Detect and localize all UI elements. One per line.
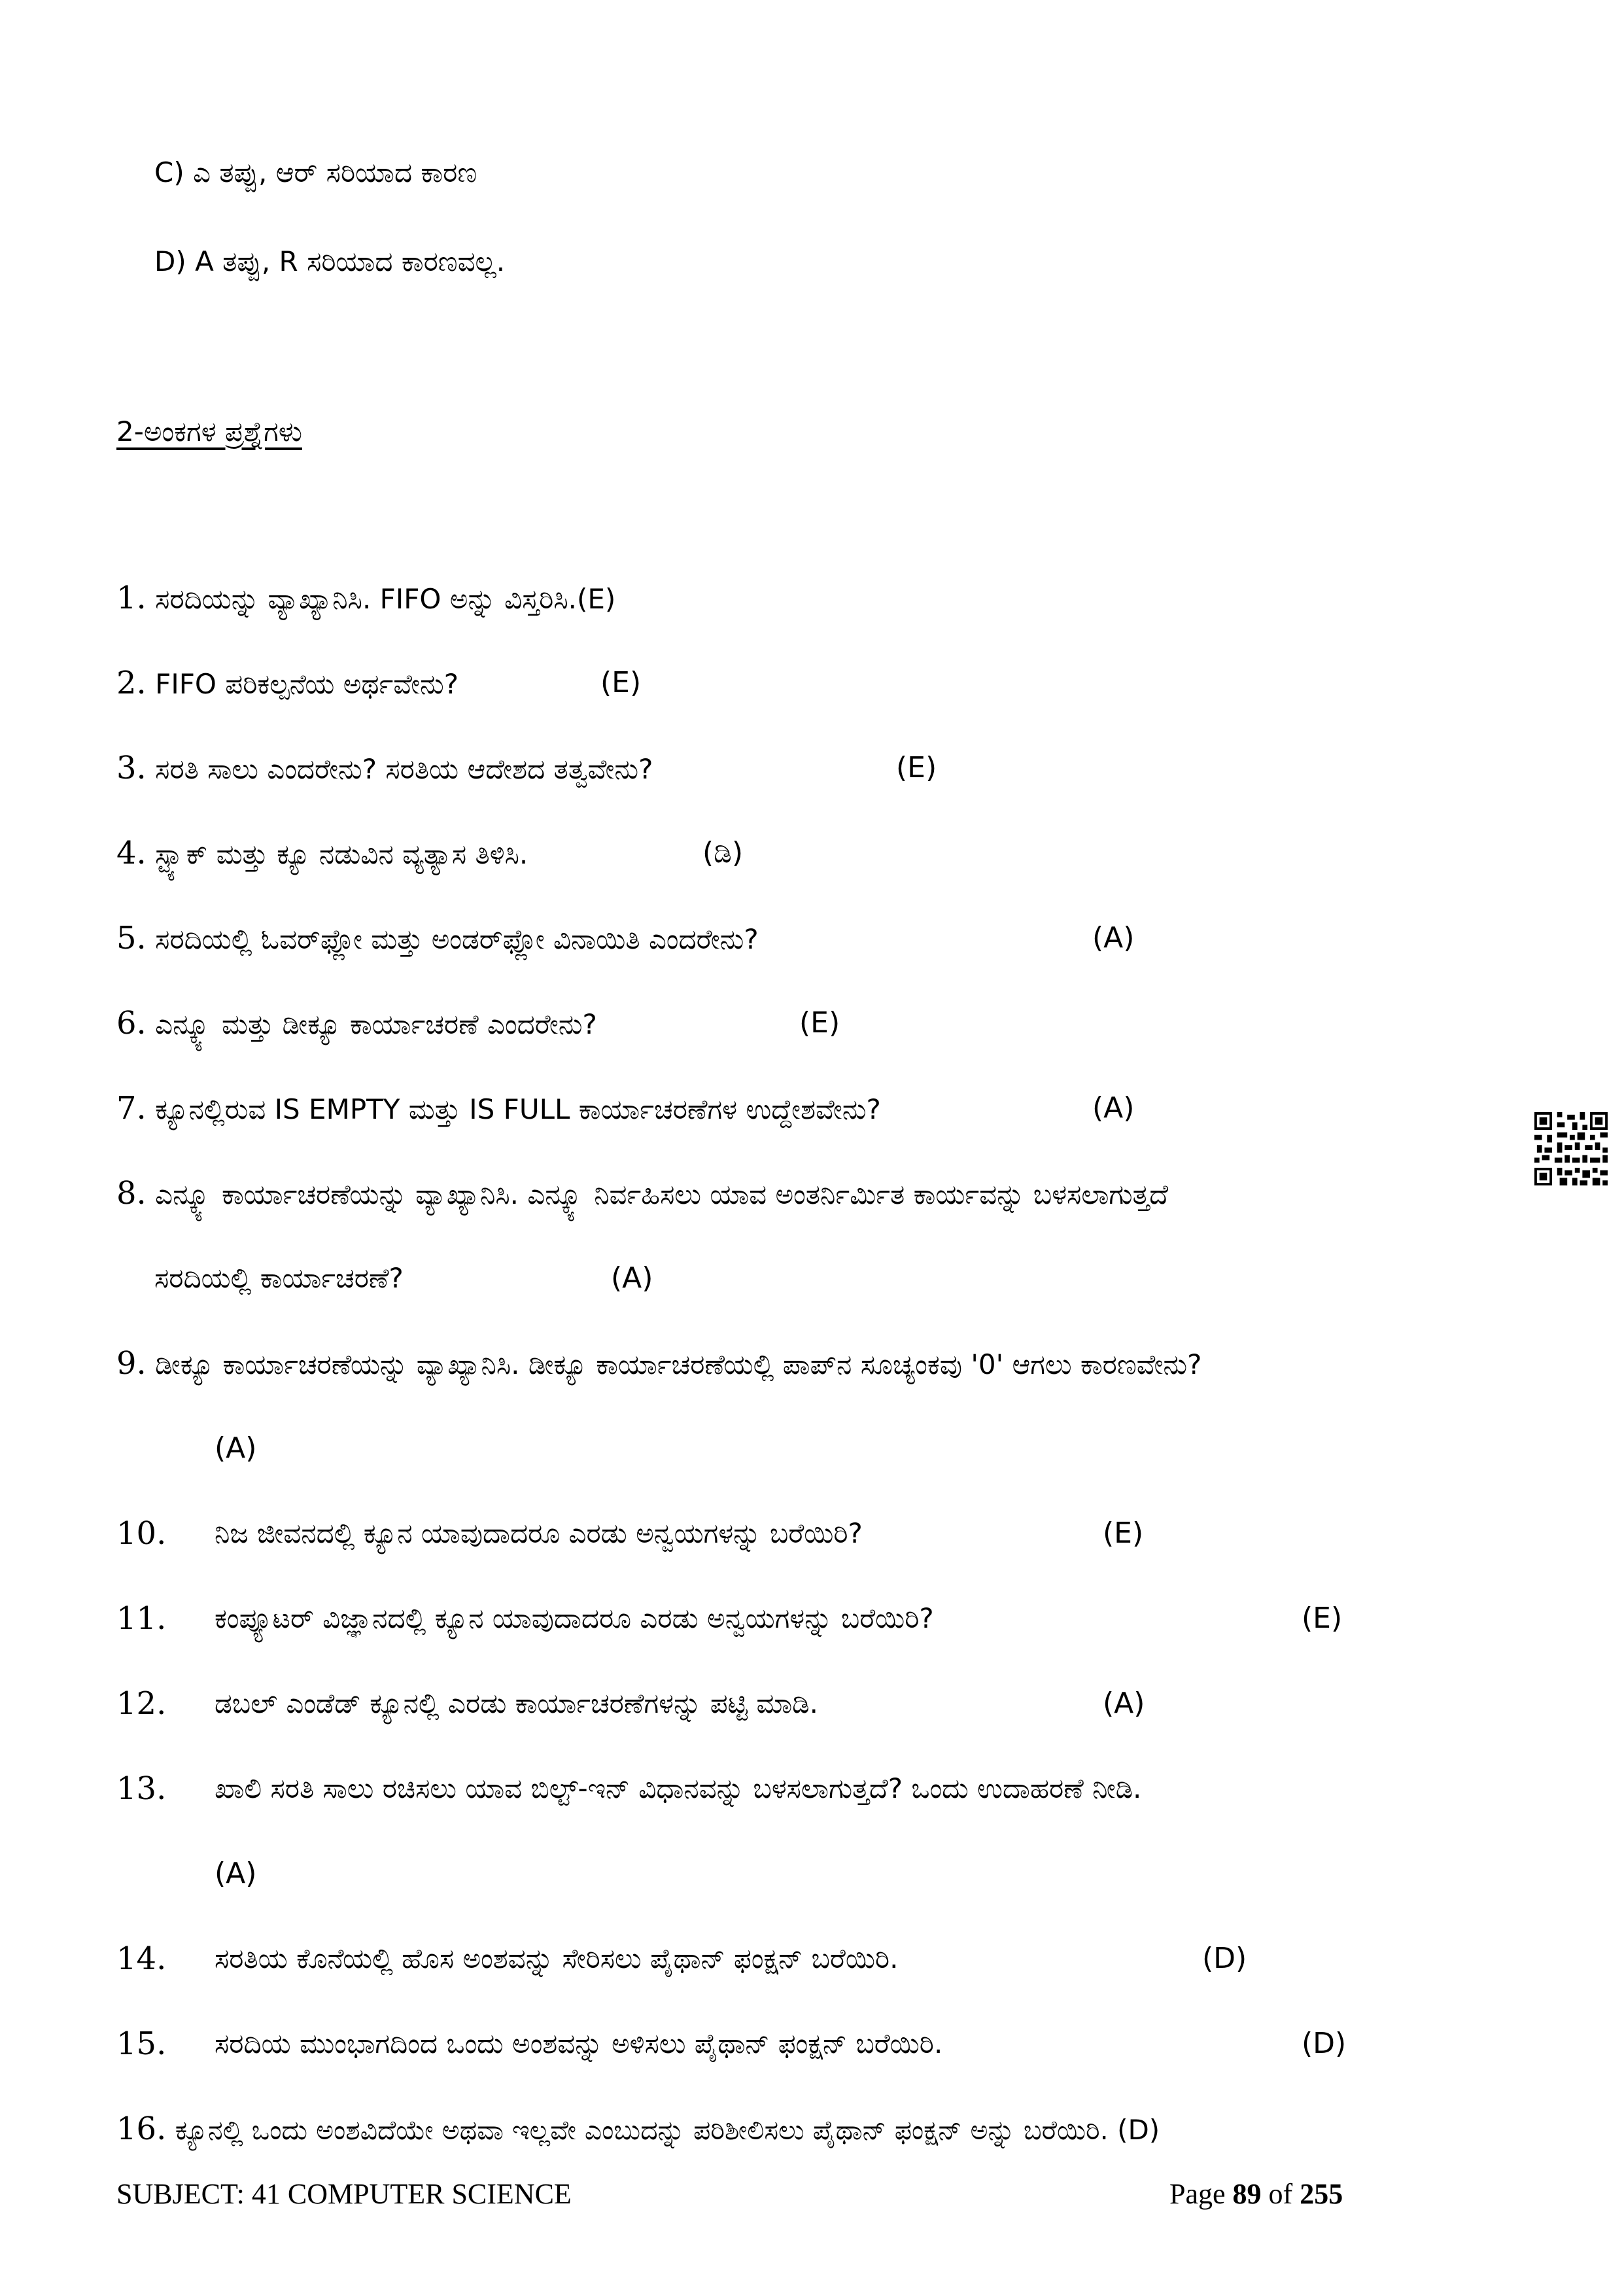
question-13-text: ಖಾಲಿ ಸರತಿ ಸಾಲು ರಚಿಸಲು ಯಾವ ಬಿಲ್ಟ್-ಇನ್ ವಿಧಾನವನ್ನು ಬಳಸಲಾಗುತ್ತದೆ? ಒಂದು ಉದಾಹರಣೆ ನೀಡಿ. bbox=[215, 1772, 1142, 1804]
question-11-text: ಕಂಪ್ಯೂಟರ್ ವಿಜ್ಞಾನದಲ್ಲಿ ಕ್ಯೂನ ಯಾವುದಾದರೂ ಎರಡು ಅನ್ವಯಗಳನ್ನು ಬರೆಯಿರಿ? bbox=[215, 1602, 934, 1634]
question-8 bbox=[116, 1175, 1168, 1213]
question-14-text: ಸರತಿಯ ಕೊನೆಯಲ್ಲಿ ಹೊಸ ಅಂಶವನ್ನು ಸೇರಿಸಲು ಪೈಥಾನ್ ಫಂಕ್ಷನ್ ಬರೆಯಿರಿ. bbox=[215, 1942, 899, 1974]
question-10-text: ನಿಜ ಜೀವನದಲ್ಲಿ ಕ್ಯೂನ ಯಾವುದಾದರೂ ಎರಡು ಅನ್ವಯಗಳನ್ನು ಬರೆಯಿರಿ? bbox=[215, 1517, 863, 1549]
question-3 bbox=[116, 750, 653, 788]
question-4 bbox=[116, 835, 528, 873]
question-number: 7. bbox=[116, 1090, 147, 1127]
question-number: 9. bbox=[116, 1345, 147, 1382]
option-c: C) ಎ ತಪ್ಪು, ಆರ್ ಸರಿಯಾದ ಕಾರಣ bbox=[154, 156, 477, 188]
option-d: D) A ತಪ್ಪು, R ಸರಿಯಾದ ಕಾರಣವಲ್ಲ. bbox=[154, 245, 506, 277]
difficulty-tag: (E) bbox=[896, 751, 937, 784]
difficulty-tag: (A) bbox=[1092, 1091, 1135, 1125]
difficulty-tag: (E) bbox=[1103, 1516, 1144, 1550]
question-number: 5. bbox=[116, 920, 147, 956]
difficulty-tag: (D) bbox=[1202, 1942, 1247, 1975]
question-text: ಸರತಿ ಸಾಲು ಎಂದರೇನು? ಸರತಿಯ ಆದೇಶದ ತತ್ವವೇನು? bbox=[155, 753, 653, 785]
question-text: ಸ್ಟ್ಯಾಕ್ ಮತ್ತು ಕ್ಯೂ ನಡುವಿನ ವ್ಯತ್ಯಾಸ ತಿಳಿಸಿ. bbox=[155, 838, 528, 870]
question-text: FIFO ಪರಿಕಲ್ಪನೆಯ ಅರ್ಥವೇನು? bbox=[155, 668, 459, 700]
question-number: 16. bbox=[116, 2111, 167, 2147]
question-number: 14. bbox=[116, 1940, 167, 1977]
question-text: ಸರದಿಯನ್ನು ವ್ಯಾಖ್ಯಾನಿಸಿ. FIFO ಅನ್ನು ವಿಸ್ತರಿಸಿ.(E) bbox=[155, 583, 616, 615]
question-5 bbox=[116, 920, 759, 958]
question-number: 15. bbox=[116, 2025, 167, 2062]
question-number: 1. bbox=[116, 580, 147, 616]
question-1 bbox=[116, 580, 615, 618]
total-pages: 255 bbox=[1300, 2178, 1343, 2210]
question-number: 8. bbox=[116, 1175, 147, 1212]
question-2 bbox=[116, 665, 458, 703]
question-8-continuation: ಸರದಿಯಲ್ಲಿ ಕಾರ್ಯಾಚರಣೆ? bbox=[154, 1262, 404, 1294]
question-15-text: ಸರದಿಯ ಮುಂಭಾಗದಿಂದ ಒಂದು ಅಂಶವನ್ನು ಅಳಿಸಲು ಪೈಥಾನ್ ಫಂಕ್ಷನ್ ಬರೆಯಿರಿ. bbox=[215, 2027, 943, 2059]
difficulty-tag: (ಡಿ) bbox=[702, 836, 744, 869]
difficulty-tag: (E) bbox=[799, 1006, 840, 1040]
current-page: 89 bbox=[1232, 2178, 1262, 2210]
difficulty-tag: (A) bbox=[611, 1261, 653, 1295]
question-number: 12. bbox=[116, 1685, 167, 1722]
question-number: 11. bbox=[116, 1600, 167, 1637]
question-text: ಸರದಿಯಲ್ಲಿ ಓವರ್‌ಫ್ಲೋ ಮತ್ತು ಅಂಡರ್‌ಫ್ಲೋ ವಿನಾಯಿತಿ ಎಂದರೇನು? bbox=[155, 923, 759, 955]
difficulty-tag: (A) bbox=[215, 1431, 257, 1465]
page-word: Page bbox=[1169, 2178, 1226, 2210]
question-6 bbox=[116, 1005, 597, 1043]
difficulty-tag: (D) bbox=[1302, 2027, 1347, 2060]
footer-page-number bbox=[1169, 2176, 1343, 2213]
question-number: 10. bbox=[116, 1515, 167, 1552]
of-word: of bbox=[1268, 2178, 1293, 2210]
question-number: 13. bbox=[116, 1770, 167, 1807]
difficulty-tag: (D) bbox=[1117, 2114, 1160, 2146]
difficulty-tag: (E) bbox=[1302, 1602, 1343, 1635]
question-16 bbox=[116, 2111, 1160, 2148]
question-9 bbox=[116, 1345, 1201, 1383]
question-12-text: ಡಬಲ್ ಎಂಡೆಡ್ ಕ್ಯೂನಲ್ಲಿ ಎರಡು ಕಾರ್ಯಾಚರಣೆಗಳನ್ನು ಪಟ್ಟಿ ಮಾಡಿ. bbox=[215, 1687, 818, 1719]
difficulty-tag: (E) bbox=[600, 666, 642, 699]
question-number: 6. bbox=[116, 1005, 147, 1042]
difficulty-tag: (A) bbox=[1103, 1687, 1145, 1720]
difficulty-tag: (A) bbox=[215, 1857, 257, 1890]
question-text: ಕ್ಯೂನಲ್ಲಿರುವ IS EMPTY ಮತ್ತು IS FULL ಕಾರ್ಯಾಚರಣೆಗಳ ಉದ್ದೇಶವೇನು? bbox=[155, 1093, 881, 1125]
question-text: ಎನ್ಕ್ಯೂ ಮತ್ತು ಡೀಕ್ಯೂ ಕಾರ್ಯಾಚರಣೆ ಎಂದರೇನು? bbox=[155, 1008, 597, 1040]
section-heading: 2-ಅಂಕಗಳ ಪ್ರಶ್ನೆಗಳು bbox=[116, 415, 302, 447]
footer-subject: SUBJECT: 41 COMPUTER SCIENCE bbox=[116, 2178, 572, 2210]
question-text: ಎನ್ಕ್ಯೂ ಕಾರ್ಯಾಚರಣೆಯನ್ನು ವ್ಯಾಖ್ಯಾನಿಸಿ. ಎನ್ಕ್ಯೂ ನಿರ್ವಹಿಸಲು ಯಾವ ಅಂತರ್ನಿರ್ಮಿತ ಕಾರ್ಯವನ್ನು ಬಳಸಲಾಗುತ್ತದೆ bbox=[155, 1178, 1169, 1210]
difficulty-tag: (A) bbox=[1092, 921, 1135, 955]
question-number: 3. bbox=[116, 750, 147, 786]
question-text: ಡೀಕ್ಯೂ ಕಾರ್ಯಾಚರಣೆಯನ್ನು ವ್ಯಾಖ್ಯಾನಿಸಿ. ಡೀಕ್ಯೂ ಕಾರ್ಯಾಚರಣೆಯಲ್ಲಿ ಪಾಪ್‌ನ ಸೂಚ್ಯಂಕವು '0' ಆಗಲು ಕಾರಣವೇನು? bbox=[155, 1348, 1202, 1380]
question-number: 2. bbox=[116, 665, 147, 701]
qr-code-icon bbox=[1534, 1112, 1608, 1185]
question-text: ಕ್ಯೂನಲ್ಲಿ ಒಂದು ಅಂಶವಿದೆಯೇ ಅಥವಾ ಇಲ್ಲವೇ ಎಂಬುದನ್ನು ಪರಿಶೀಲಿಸಲು ಪೈಥಾನ್ ಫಂಕ್ಷನ್ ಅನ್ನು ಬರೆಯಿರಿ. bbox=[175, 2114, 1109, 2146]
question-number: 4. bbox=[116, 835, 147, 871]
question-7 bbox=[116, 1090, 881, 1128]
